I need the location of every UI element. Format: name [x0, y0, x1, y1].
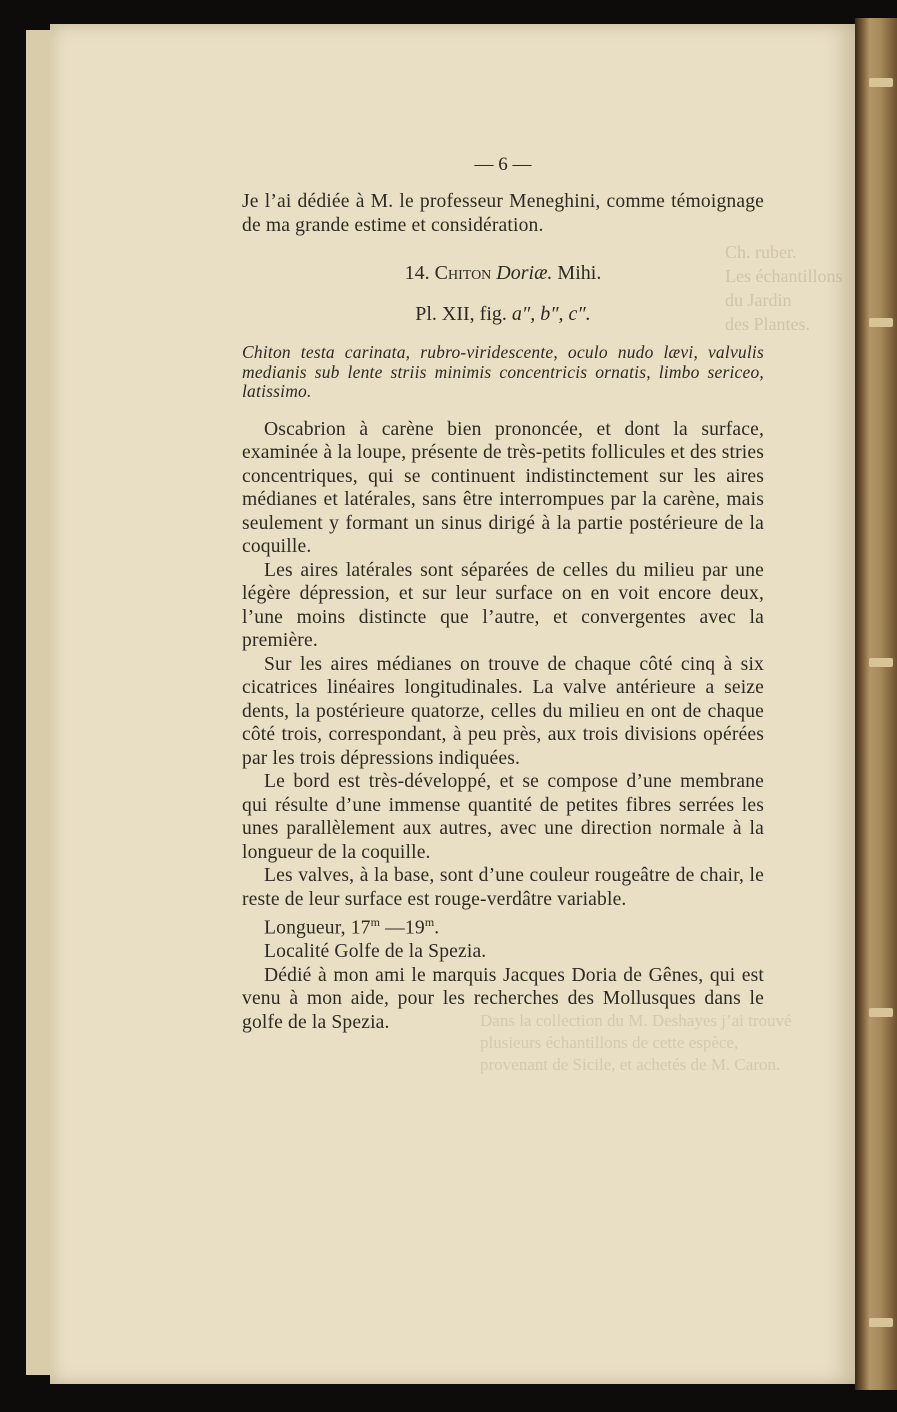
- length-end: .: [434, 917, 440, 939]
- length-unit: m: [370, 915, 381, 929]
- page-number: — 6 —: [474, 154, 532, 175]
- length-unit: m: [424, 915, 435, 929]
- length-dash: —: [385, 917, 405, 939]
- intro-paragraph: Je l’ai dédiée à M. le professeur Meneghini, comme témoignage de ma grande estime et considération.: [242, 191, 764, 236]
- length-line: [242, 911, 764, 940]
- length-min: 17: [350, 917, 371, 939]
- plate-figures: a″, b″, c″.: [511, 303, 591, 325]
- description-paragraph: Les valves, à la base, sont d’une couleur rougeâtre de chair, le reste de leur surface est rouge-verdâtre variable.: [242, 865, 764, 910]
- species-number: 14.: [404, 262, 430, 284]
- length-max: 19: [404, 917, 425, 939]
- book-spine: [855, 18, 897, 1390]
- latin-description: Chiton testa carinata, rubro-viridescente, oculo nudo lævi, valvulis medianis sub lente striis minimis concentricis ornatis, limbo sericeo, latissimo.: [242, 342, 764, 401]
- plate-reference: [242, 301, 764, 327]
- description-paragraph: Sur les aires médianes on trouve de chaque côté cinq à six cicatrices linéaires longitudinales. La valve antérieure a seize dents, la postérieure quatorze, celles du milieu en ont de chaque côté trois, correspondant, à peu près, aux trois divisions opérées par les trois dépressions indiquées.: [242, 653, 764, 769]
- species-name: Doriæ.: [496, 262, 553, 284]
- description-paragraph: Le bord est très-développé, et se compose d’une membrane qui résulte d’une immense quantité de petites fibres serrées les unes parallèlement aux autres, avec une direction normale à la longueur de la coquille.: [242, 771, 764, 863]
- description-paragraph: Oscabrion à carène bien prononcée, et dont la surface, examinée à la loupe, présente de très-petits follicules et des stries concentriques, qui se continuent indistinctement sur les aires médianes et latérales, sans être interrompues par la carène, mais seulement y formant un sinus dirigé à la partie postérieure de la coquille.: [242, 418, 764, 557]
- dedication-paragraph: Dédié à mon ami le marquis Jacques Doria de Gênes, qui est venu à mon aide, pour les recherches des Mollusques dans le golfe de la Spezia.: [242, 964, 764, 1033]
- plate-prefix: Pl. XII, fig.: [415, 303, 507, 325]
- page-text: [242, 150, 764, 1034]
- species-heading: [242, 259, 764, 287]
- show-through-text: Dans la collection du M. Deshayes j’ai trouvé plusieurs échantillons de cette espèce, provenant de Sicile, et achetés de M. Caron.: [480, 1011, 792, 1074]
- species-author: Mihi.: [557, 262, 602, 284]
- genus-name: Chiton: [434, 262, 492, 284]
- length-label: Longueur,: [264, 917, 346, 939]
- description-paragraph: Les aires latérales sont séparées de celles du milieu par une légère dépression, et sur leur surface on en voit encore deux, l’une moins distincte que l’autre, et convergentes avec la première.: [242, 559, 764, 651]
- locality-line: Localité Golfe de la Spezia.: [264, 941, 487, 963]
- show-through-text: Ch. ruber. Les échantillons du Jardin des Plantes.: [725, 242, 843, 334]
